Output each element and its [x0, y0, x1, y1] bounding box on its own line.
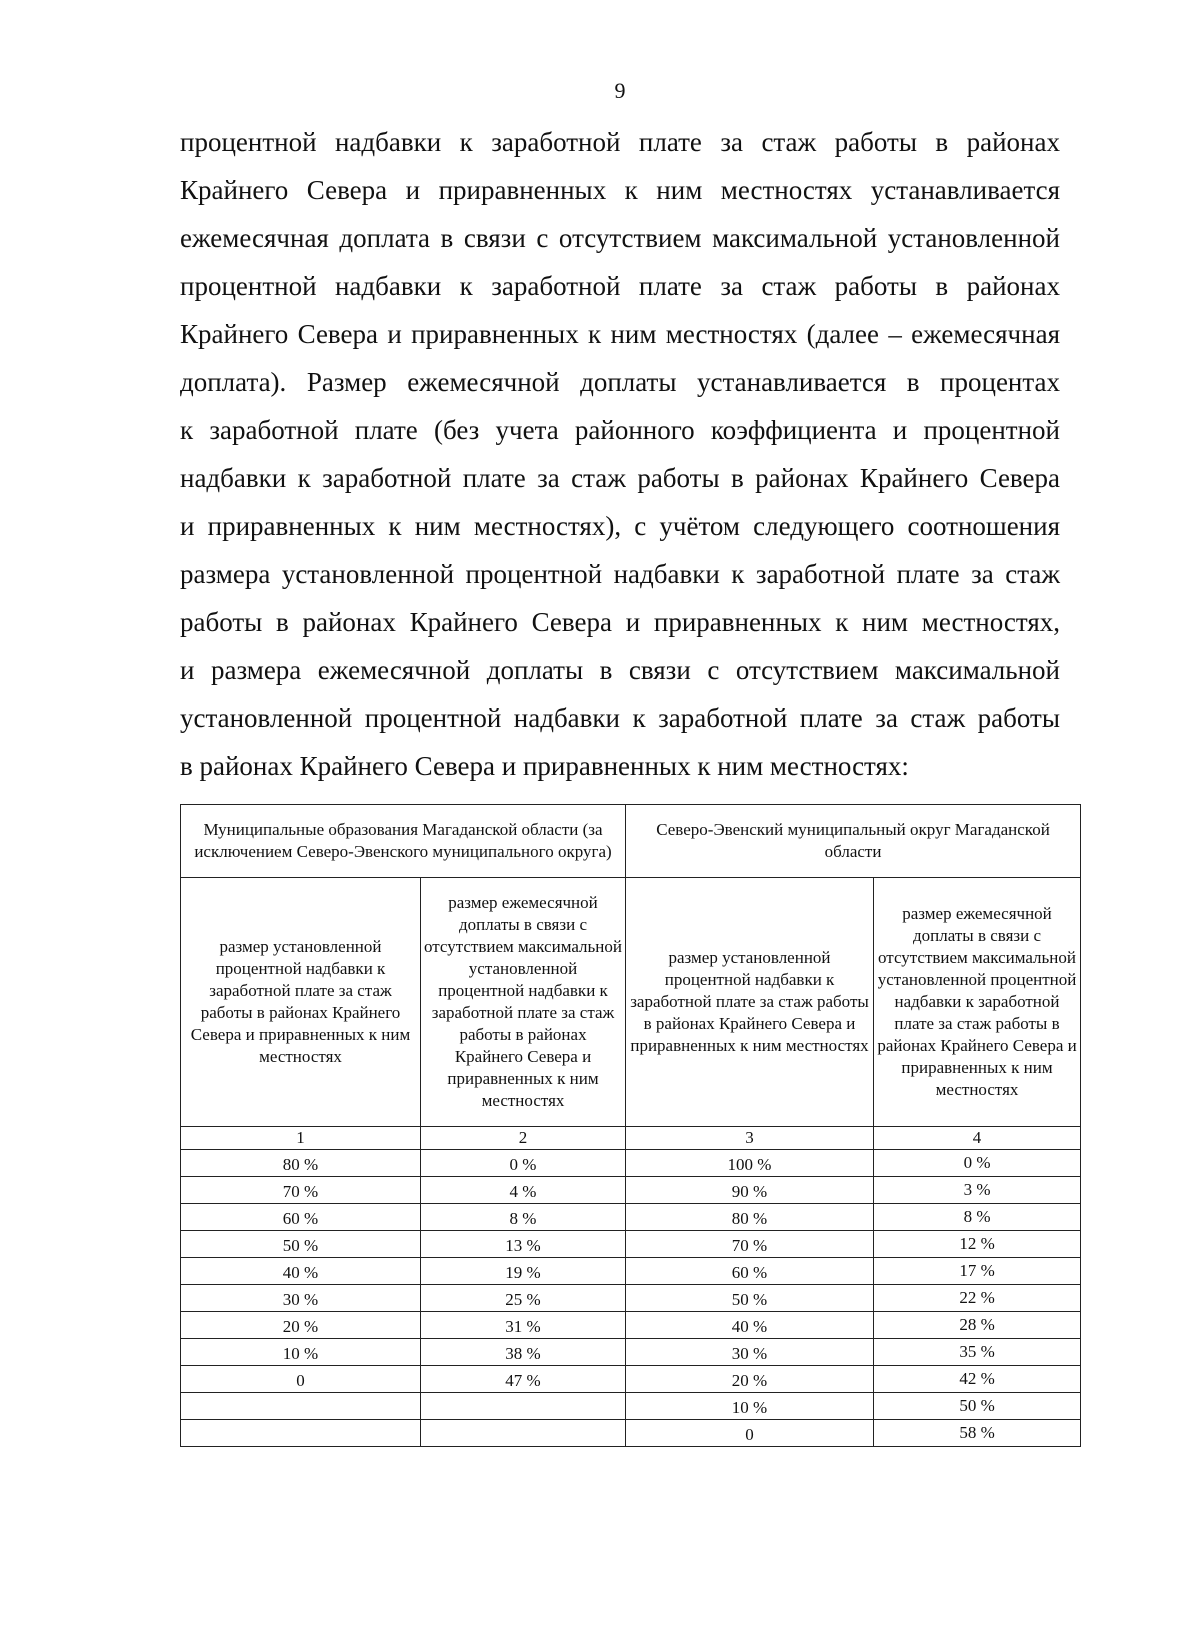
group-header-magadan-region: Муниципальные образования Магаданской области (за исключением Северо-Эвенского муниципального округа) — [181, 805, 626, 878]
table-cell: 70 % — [181, 1177, 421, 1204]
paragraph-line: процентной надбавки к заработной плате за стаж работы в районах — [180, 271, 1060, 301]
table-cell: 90 % — [626, 1177, 874, 1204]
table-row — [181, 1204, 1081, 1231]
table-row — [181, 1285, 1081, 1312]
table-cell: 70 % — [626, 1231, 874, 1258]
table-row — [181, 1150, 1081, 1177]
paragraph-line: доплата). Размер ежемесячной доплаты устанавливается в процентах — [180, 367, 1060, 397]
table-cell: 10 % — [626, 1393, 874, 1420]
table-cell: 30 % — [626, 1339, 874, 1366]
table-cell: 50 % — [181, 1231, 421, 1258]
column-number: 1 — [181, 1127, 421, 1150]
paragraph-line: Крайнего Севера и приравненных к ним местностях (далее – ежемесячная — [180, 319, 1060, 349]
table-cell: 60 % — [626, 1258, 874, 1285]
table-cell: 38 % — [421, 1339, 626, 1366]
table-cell — [421, 1420, 626, 1447]
allowance-table — [180, 804, 1081, 1447]
column-header-2: размер ежемесячной доплаты в связи с отсутствием максимальной установленной процентной надбавки к заработной плате за стаж работы в районах Крайнего Севера и приравненных к ним местностях — [421, 878, 626, 1127]
table-cell: 40 % — [626, 1312, 874, 1339]
table-cell — [181, 1420, 421, 1447]
table-cell: 28 % — [874, 1312, 1081, 1339]
table-cell: 20 % — [626, 1366, 874, 1393]
table-row — [181, 1339, 1081, 1366]
paragraph-line: к заработной плате (без учета районного коэффициента и процентной — [180, 415, 1060, 445]
table-cell: 60 % — [181, 1204, 421, 1231]
table-cell: 50 % — [626, 1285, 874, 1312]
paragraph-line: в районах Крайнего Севера и приравненных к ним местностях: — [180, 751, 909, 781]
column-number: 3 — [626, 1127, 874, 1150]
paragraph-line: и приравненных к ним местностях), с учётом следующего соотношения — [180, 511, 1060, 541]
table-cell: 0 % — [421, 1150, 626, 1177]
table-cell: 8 % — [421, 1204, 626, 1231]
column-number: 2 — [421, 1127, 626, 1150]
table-row — [181, 1312, 1081, 1339]
table-row — [181, 1393, 1081, 1420]
table-cell: 100 % — [626, 1150, 874, 1177]
table-cell: 31 % — [421, 1312, 626, 1339]
table-cell: 3 % — [874, 1177, 1081, 1204]
paragraph-line: работы в районах Крайнего Севера и приравненных к ним местностях, — [180, 607, 1060, 637]
table-cell: 47 % — [421, 1366, 626, 1393]
table-cell: 0 — [626, 1420, 874, 1447]
table-cell: 80 % — [626, 1204, 874, 1231]
table-cell: 13 % — [421, 1231, 626, 1258]
table-cell: 50 % — [874, 1393, 1081, 1420]
table-row — [181, 1366, 1081, 1393]
table-cell: 0 % — [874, 1150, 1081, 1177]
paragraph-line: Крайнего Севера и приравненных к ним местностях устанавливается — [180, 175, 1060, 205]
body-paragraph — [180, 118, 1060, 790]
table-cell: 22 % — [874, 1285, 1081, 1312]
table-cell: 40 % — [181, 1258, 421, 1285]
column-number: 4 — [874, 1127, 1081, 1150]
paragraph-line: надбавки к заработной плате за стаж работы в районах Крайнего Севера — [180, 463, 1060, 493]
table-cell: 4 % — [421, 1177, 626, 1204]
table-row — [181, 1420, 1081, 1447]
group-header-severo-evensky: Северо-Эвенский муниципальный округ Магаданской области — [626, 805, 1081, 878]
table-cell: 20 % — [181, 1312, 421, 1339]
table-cell: 10 % — [181, 1339, 421, 1366]
paragraph-line: размера установленной процентной надбавки к заработной плате за стаж — [180, 559, 1060, 589]
table-row — [181, 1177, 1081, 1204]
table-cell: 30 % — [181, 1285, 421, 1312]
column-header-1: размер установленной процентной надбавки к заработной плате за стаж работы в районах Крайнего Севера и приравненных к ним местностях — [181, 878, 421, 1127]
paragraph-line: и размера ежемесячной доплаты в связи с отсутствием максимальной — [180, 655, 1060, 685]
table-cell: 12 % — [874, 1231, 1081, 1258]
table-cell: 80 % — [181, 1150, 421, 1177]
paragraph-line: установленной процентной надбавки к заработной плате за стаж работы — [180, 703, 1060, 733]
table-cell: 58 % — [874, 1420, 1081, 1447]
group-header-row — [181, 805, 1081, 878]
table-cell: 8 % — [874, 1204, 1081, 1231]
paragraph-line: процентной надбавки к заработной плате за стаж работы в районах — [180, 127, 1060, 157]
table-row — [181, 1258, 1081, 1285]
table-cell: 42 % — [874, 1366, 1081, 1393]
column-header-4: размер ежемесячной доплаты в связи с отсутствием максимальной установленной процентной надбавки к заработной плате за стаж работы в районах Крайнего Севера и приравненных к ним местностях — [874, 878, 1081, 1127]
table-cell: 17 % — [874, 1258, 1081, 1285]
page-number: 9 — [614, 78, 626, 103]
table-cell: 19 % — [421, 1258, 626, 1285]
column-header-3: размер установленной процентной надбавки к заработной плате за стаж работы в районах Крайнего Севера и приравненных к ним местностях — [626, 878, 874, 1127]
paragraph-line: ежемесячная доплата в связи с отсутствием максимальной установленной — [180, 223, 1060, 253]
table-cell: 25 % — [421, 1285, 626, 1312]
column-number-row — [181, 1127, 1081, 1150]
table-row — [181, 1231, 1081, 1258]
column-header-row — [181, 878, 1081, 1127]
table-cell: 35 % — [874, 1339, 1081, 1366]
table-cell — [421, 1393, 626, 1420]
table-cell — [181, 1393, 421, 1420]
table-cell: 0 — [181, 1366, 421, 1393]
